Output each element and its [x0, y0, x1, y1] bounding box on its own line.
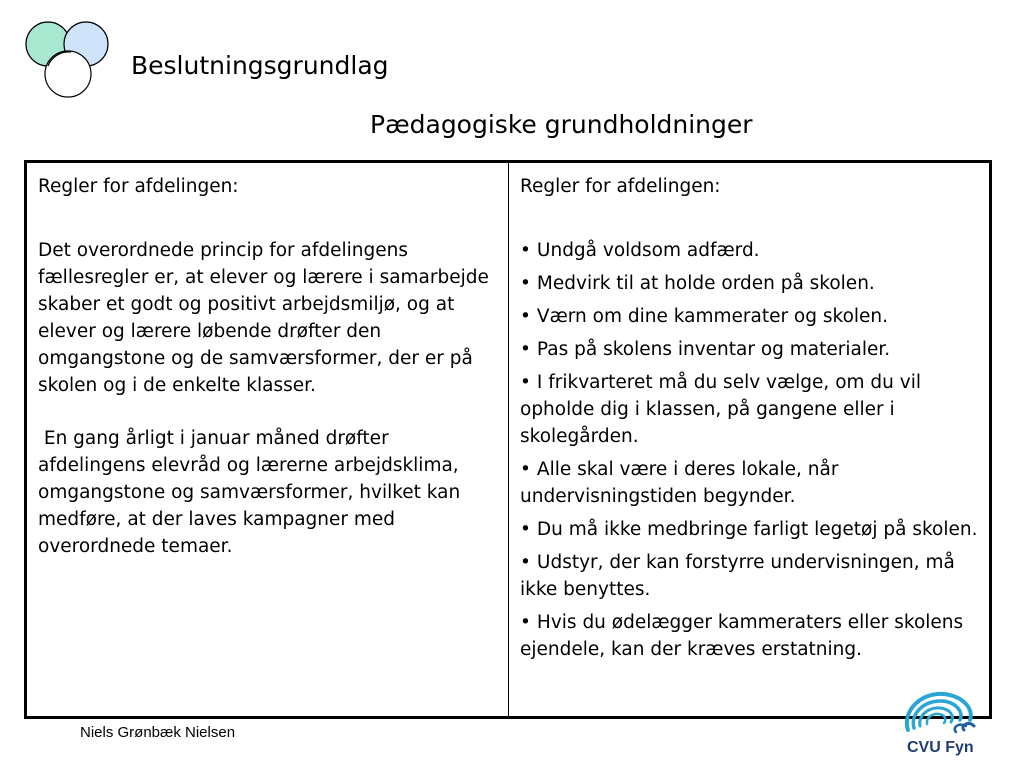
right-column [509, 163, 989, 716]
left-column [27, 163, 509, 716]
list-item: • Undgå voldsom adfærd. [520, 240, 760, 261]
bullet-icon: • [520, 306, 531, 327]
list-item: • Værn om dine kammerater og skolen. [520, 306, 889, 327]
cvu-fyn-swirl-logo-icon [900, 686, 980, 738]
footer-author: Niels Grønbæk Nielsen [80, 724, 236, 741]
bullet-icon: • [520, 552, 531, 573]
bullet-icon: • [520, 519, 531, 540]
list-item: • Alle skal være i deres lokale, når undervisningstiden begynder. [520, 459, 839, 507]
bullet-icon: • [520, 240, 531, 261]
list-item: • Medvirk til at holde orden på skolen. [520, 273, 875, 294]
bullet-icon: • [520, 459, 531, 480]
bullet-icon: • [520, 273, 531, 294]
annual-review-paragraph: En gang årligt i januar måned drøfter afdelingens elevråd og lærerne arbejdsklima, omgangstone og samværsformer, hvilket kan medføre, at der laves kampagner med overordnede temaer. [38, 428, 467, 557]
slide-title: Pædagogiske grundholdninger [370, 110, 753, 139]
principle-paragraph: Det overordnede princip for afdelingens fællesregler er, at elever og lærere i samarbejde skaber et godt og positivt arbejdsmiljø, og at elever og lærere løbende drøfter den omgangstone og de samværsformer, der er på skolen og i de enkelte klasser. [38, 240, 489, 396]
list-item: • Udstyr, der kan forstyrre undervisningen, må ikke benyttes. [520, 552, 955, 600]
list-item: • Du må ikke medbringe farligt legetøj på skolen. [520, 519, 978, 540]
bullet-icon: • [520, 339, 531, 360]
right-heading: Regler for afdelingen: [520, 176, 721, 197]
rules-list [520, 237, 979, 663]
list-item: • I frikvarteret må du selv vælge, om du vil opholde dig i klassen, på gangene eller i skolegården. [520, 372, 921, 447]
bullet-icon: • [520, 372, 531, 393]
list-item: • Pas på skolens inventar og materialer. [520, 339, 891, 360]
left-heading: Regler for afdelingen: [38, 176, 239, 197]
cvu-fyn-logo-text: CVU Fyn [907, 739, 974, 756]
three-circles-logo-icon [22, 20, 117, 98]
rules-table [24, 160, 992, 719]
deck-title: Beslutningsgrundlag [131, 51, 389, 80]
bullet-icon: • [520, 612, 531, 633]
list-item: • Hvis du ødelægger kammeraters eller skolens ejendele, kan der kræves erstatning. [520, 612, 964, 660]
